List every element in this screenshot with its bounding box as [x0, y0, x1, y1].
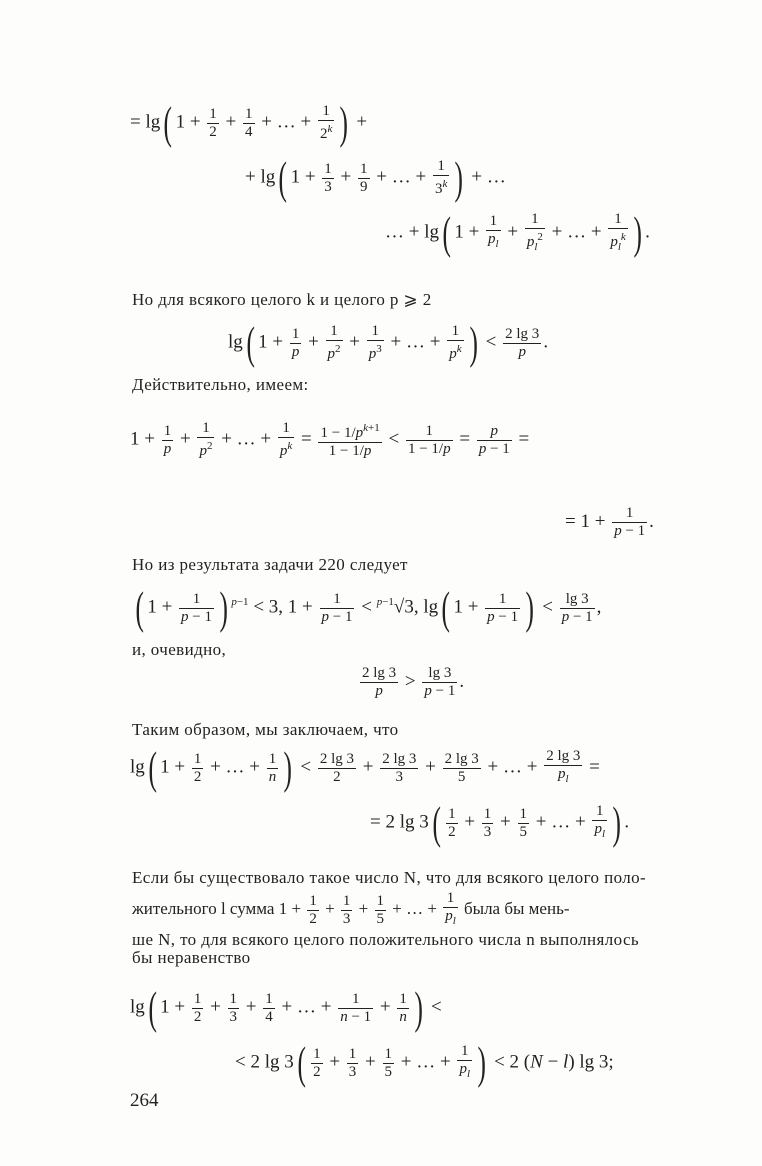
equation-line-10: < 2 lg 3( $\frac{1}{2}$ + $\frac{1}{3}$ + $\frac{1}{5}$ + … + $\frac{1}{p_l}$ ) < 2 (N − l) lg 3; [235, 1037, 614, 1088]
page-number: 264 [130, 1090, 159, 1111]
paragraph-3: Но из результата задачи 220 следует [132, 555, 408, 574]
inequality-1: lg( 1 + $\frac{1}{p}$ + $\frac{1}{p^2}$ + $\frac{1}{p^3}$ + … + $\frac{1}{p^k}$ ) < $\frac{2 \lg 3}{p}$ . [228, 317, 549, 368]
equation-line-1: = lg( 1 + $\frac{1}{2}$ + $\frac{1}{4}$ + … + $\frac{1}{2^k}$ ) + [130, 97, 368, 148]
paragraph-7: жительного l сумма 1 + $\frac{1}{2}$ + $\frac{1}{3}$ + $\frac{1}{5}$ + … + $\frac{1}{p_l}$ была бы мень- [132, 890, 570, 927]
equation-line-9: lg( 1 + $\frac{1}{2}$ + $\frac{1}{3}$ + $\frac{1}{4}$ + … + $\frac{1}{n - 1}$ + $\frac{1}{n}$ ) < [130, 982, 442, 1033]
equation-line-7: lg( 1 + $\frac{1}{2}$ + … + $\frac{1}{n}$ ) < $\frac{2 \lg 3}{2}$ + $\frac{2 \lg 3}{3}$ + $\frac{2 \lg 3}{5}$ + … + $\frac{2 \lg 3}{p_l}$ = [130, 742, 600, 793]
paragraph-7-end: была бы мень- [464, 898, 570, 918]
paragraph-6: Если бы существовало такое число N, что для всякого целого поло- [132, 868, 647, 887]
equation-line-2: + lg( 1 + $\frac{1}{3}$ + $\frac{1}{9}$ + … + $\frac{1}{3^k}$ ) + … [245, 152, 506, 203]
paragraph-8: ше N, то для всякого целого положительного числа n выполнялось [132, 930, 640, 949]
equation-line-8: = 2 lg 3( $\frac{1}{2}$ + $\frac{1}{3}$ + $\frac{1}{5}$ + … + $\frac{1}{p_l}$ ) . [370, 797, 630, 848]
paragraph-7-start: жительного l сумма [132, 898, 275, 918]
equation-line-3: … + lg( 1 + $\frac{1}{p_l}$ + $\frac{1}{p_l^2}$ + … + $\frac{1}{p_l^k}$ ) . [385, 207, 650, 258]
equation-line-6: ( 1 + $\frac{1}{p - 1}$ ) $^{p-1}$ < 3, 1 + $\frac{1}{p - 1}$ < $^{p-1}$√3, lg( 1 + $\frac{1}{p - 1}$ ) < $\frac{\lg 3}{p - 1}$ , [135, 582, 602, 633]
equation-line-5: = 1 + $\frac{1}{p - 1}$ . [565, 505, 654, 539]
paragraph-5: Таким образом, мы заключаем, что [132, 720, 399, 739]
paragraph-1: Но для всякого целого k и целого p ⩾ 2 [132, 290, 432, 309]
paragraph-9: бы неравенство [132, 948, 251, 967]
inequality-2: $\frac{2 \lg 3}{p}$ > $\frac{\lg 3}{p - 1}$ . [362, 665, 465, 699]
equation-line-4: 1 + $\frac{1}{p}$ + $\frac{1}{p^2}$ + … + $\frac{1}{p^k}$ = $\frac{1 - 1/p^{k+1}}{1 - 1/p}$ < $\frac{1}{1 - 1/p}$ = $\frac{p}{p - 1}$ = [130, 420, 530, 459]
paragraph-2: Действительно, имеем: [132, 375, 309, 394]
paragraph-4: и, очевидно, [132, 640, 227, 659]
